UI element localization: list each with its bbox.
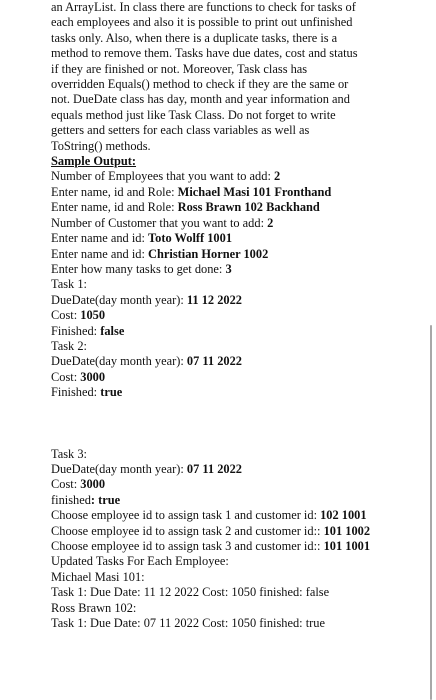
output-line [51,247,376,262]
output-line [51,339,376,354]
sample-output-block-1 [51,169,376,400]
prompt-text: Number of Employees that you want to add: [51,169,274,184]
input-value: Toto Wolff 1001 [148,231,233,246]
output-line [51,570,376,585]
prompt-text: Task 1: [51,277,87,292]
prompt-text: Cost: [51,477,81,492]
output-line [51,185,376,200]
output-line [51,216,376,231]
intro-line: getters and setters for each class variables as well as [51,123,310,138]
prompt-text: Updated Tasks For Each Employee: [51,554,229,569]
output-line [51,324,376,339]
input-value: 3 [225,261,232,276]
input-value: Michael Masi 101 Fronthand [177,184,332,199]
input-value: 07 11 2022 [186,461,242,476]
prompt-text: Enter name and id: [51,246,149,261]
intro-line: if they are finished or not. Moreover, Task class has [51,61,308,76]
intro-paragraph [51,0,376,154]
input-value: Ross Brawn 102 Backhand [177,200,320,215]
blank-gap [51,401,376,447]
prompt-text: Finished: [51,323,101,338]
intro-line: tasks only. Also, when there is a duplicate tasks, there is a [51,30,338,45]
output-line [51,370,376,385]
input-value: : true [90,492,121,507]
output-line [51,447,376,462]
prompt-text: Cost: [51,369,81,384]
scrollbar[interactable] [430,325,432,700]
input-value: 07 11 2022 [186,354,242,369]
input-value: false [100,323,125,338]
prompt-text: Enter name, id and Role: [51,200,178,215]
prompt-text: Choose employee id to assign task 2 and customer id:: [51,523,324,538]
output-line [51,308,376,323]
input-value: 102 1001 [320,508,367,523]
input-value: 2 [273,169,281,184]
input-value: 101 1002 [323,523,371,538]
prompt-text: Finished: [51,385,101,400]
output-line [51,462,376,477]
input-value: 11 12 2022 [186,292,242,307]
output-line [51,616,376,631]
prompt-text: DueDate(day month year): [51,461,187,476]
prompt-text: Task 1: Due Date: 11 12 2022 Cost: 1050 finished: false [51,585,330,600]
output-line [51,262,376,277]
intro-line: not. DueDate class has day, month and year information and [51,92,350,107]
output-line [51,539,376,554]
prompt-text: Task 3: [51,446,87,461]
output-line [51,493,376,508]
prompt-text: Enter name, id and Role: [51,184,178,199]
input-value: Christian Horner 1002 [148,246,269,261]
prompt-text: Enter name and id: [51,231,149,246]
prompt-text: Ross Brawn 102: [51,600,137,615]
output-line [51,585,376,600]
output-line [51,169,376,184]
prompt-text: Task 2: [51,338,87,353]
intro-line: ToString() methods. [51,138,151,153]
input-value: 3000 [80,369,106,384]
prompt-text: Enter how many tasks to get done: [51,261,226,276]
prompt-text: Cost: [51,308,81,323]
output-line [51,601,376,616]
input-value: 101 1001 [323,539,371,553]
prompt-text: DueDate(day month year): [51,292,187,307]
prompt-text: finished [51,492,91,507]
output-line [51,354,376,369]
output-line [51,385,376,400]
prompt-text: Number of Customer that you want to add: [51,215,268,230]
intro-line: an ArrayList. In class there are functions to check for tasks of [51,0,356,14]
prompt-text: Task 1: Due Date: 07 11 2022 Cost: 1050 finished: true [51,616,325,631]
intro-line: overridden Equals() method to check if they are the same or [51,77,349,92]
output-line [51,293,376,308]
sample-output-heading: Sample Output: [51,154,137,169]
sample-output-block-2 [51,447,376,632]
output-line [51,524,376,539]
output-line [51,477,376,492]
output-line [51,277,376,292]
intro-line: method to remove them. Tasks have due dates, cost and status [51,46,358,61]
intro-line: equals method just like Task Class. Do not forget to write [51,107,336,122]
intro-line: each employees and also it is possible to print out unfinished [51,15,353,30]
prompt-text: DueDate(day month year): [51,354,187,369]
prompt-text: Choose employee id to assign task 1 and customer id: [51,508,321,523]
input-value: 3000 [80,477,106,492]
prompt-text: Michael Masi 101: [51,569,145,584]
input-value: true [100,385,123,400]
input-value: 1050 [80,308,106,323]
input-value: 2 [267,215,274,230]
document-page [51,0,376,631]
output-line [51,508,376,523]
prompt-text: Choose employee id to assign task 3 and customer id:: [51,539,324,553]
output-line [51,231,376,246]
output-line [51,200,376,215]
output-line [51,554,376,569]
